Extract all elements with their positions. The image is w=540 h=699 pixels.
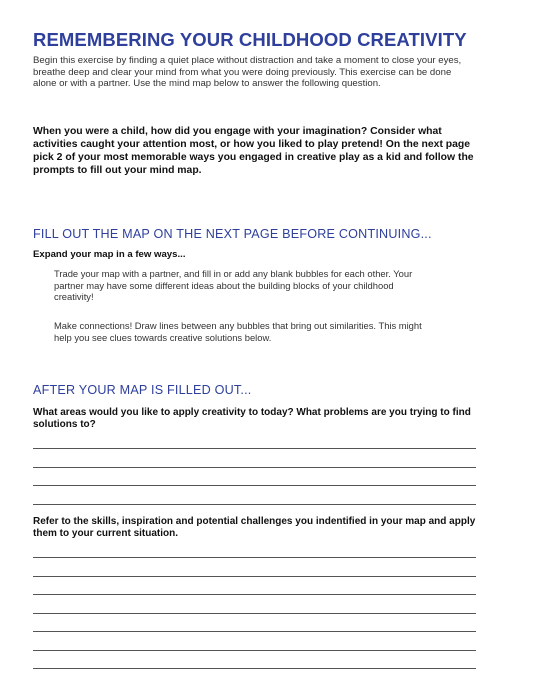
answer-lines-1[interactable]	[33, 448, 476, 522]
answer-line[interactable]	[33, 576, 476, 577]
answer-lines-2[interactable]	[33, 557, 476, 687]
answer-line[interactable]	[33, 504, 476, 505]
intro-paragraph: Begin this exercise by finding a quiet place without distraction and take a moment to close your eyes, breathe deep and clear your mind from what you were doing previously. This exercise can be done alone or with a partner. Use the mind map below to answer the following question.	[33, 55, 462, 90]
fill-map-heading: FILL OUT THE MAP ON THE NEXT PAGE BEFORE CONTINUING...	[33, 227, 432, 241]
expand-map-subheading: Expand your map in a few ways...	[33, 249, 186, 260]
answer-line[interactable]	[33, 594, 476, 595]
after-map-heading: AFTER YOUR MAP IS FILLED OUT...	[33, 383, 252, 397]
answer-line[interactable]	[33, 668, 476, 669]
answer-line[interactable]	[33, 467, 476, 468]
apply-creativity-prompt: What areas would you like to apply creativity to today? What problems are you trying to find solutions to?	[33, 407, 471, 431]
answer-line[interactable]	[33, 631, 476, 632]
answer-line[interactable]	[33, 650, 476, 651]
answer-line[interactable]	[33, 613, 476, 614]
answer-line[interactable]	[33, 485, 476, 486]
answer-line[interactable]	[33, 448, 476, 449]
trade-map-paragraph: Trade your map with a partner, and fill in or add any blank bubbles for each other. Your partner may have some different ideas about the building blocks of your childhood creativity!	[54, 268, 413, 303]
main-question: When you were a child, how did you engage with your imagination? Consider what activities caught your attention most, or how you liked to play pretend! On the next page pick 2 of your most memorable ways you engaged in creative play as a kid and follow the prompts to fill out your mind map.	[33, 126, 474, 176]
page-title: REMEMBERING YOUR CHILDHOOD CREATIVITY	[33, 29, 467, 50]
make-connections-paragraph: Make connections! Draw lines between any bubbles that bring out similarities. This might help you see clues towards creative solutions below.	[54, 320, 422, 343]
answer-line[interactable]	[33, 557, 476, 558]
refer-skills-prompt: Refer to the skills, inspiration and potential challenges you indentified in your map and apply them to your current situation.	[33, 516, 476, 540]
